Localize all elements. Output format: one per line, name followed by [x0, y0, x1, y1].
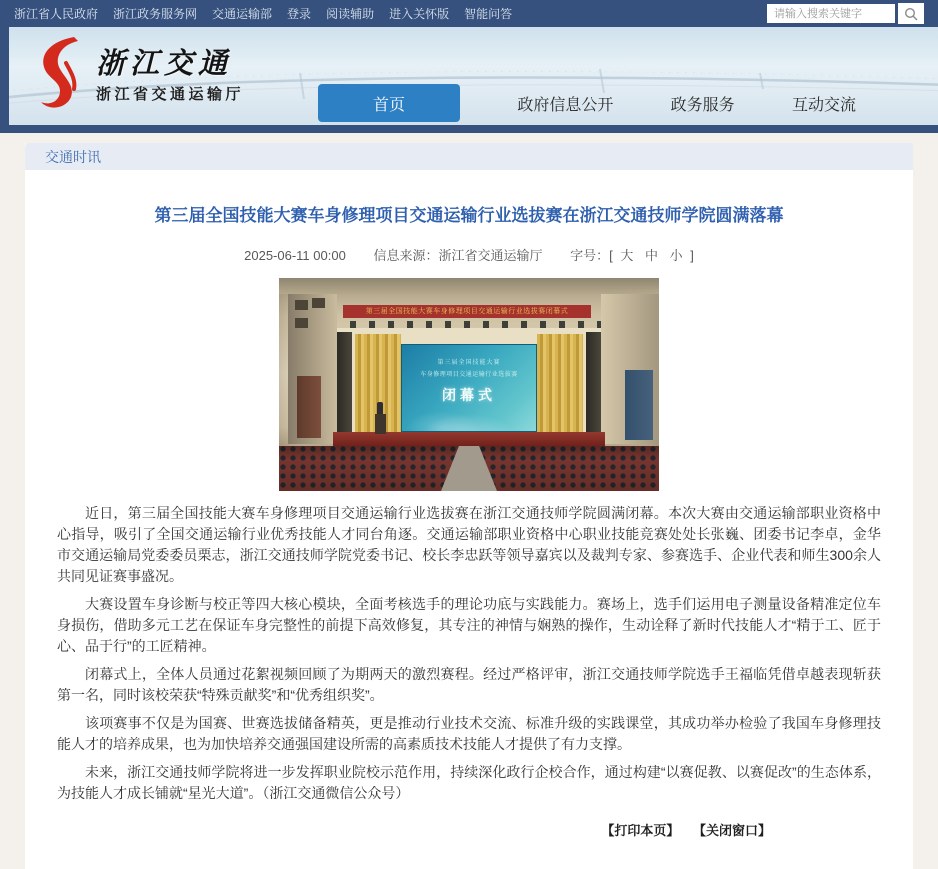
- header-left-edge: [0, 27, 9, 125]
- tab-interaction[interactable]: 互动交流: [791, 96, 856, 114]
- article-paragraph-2: 大赛设置车身诊断与校正等四大核心模块，全面考核选手的理论功底与实践能力。赛场上，选手们运用电子测量设备精准定位车身损伤，借助多元工艺在保证车身完整性的前提下高效修复，其专注的神情与娴熟的操作，生动诠释了新时代技能人才“精于工、匠于心、品于行”的工匠精神。: [57, 596, 881, 654]
- article-card: [25, 170, 913, 869]
- top-utility-bar: [0, 0, 938, 27]
- breadcrumb: [25, 143, 913, 170]
- photo-window: [312, 298, 325, 308]
- tab-gov-services[interactable]: 政务服务: [670, 96, 735, 114]
- photo-podium: [375, 414, 386, 434]
- fontsize-label-end: ]: [690, 248, 694, 263]
- topbar-link-login[interactable]: 登录: [287, 7, 312, 21]
- fontsize-small-button[interactable]: 小: [669, 248, 683, 263]
- article-paragraph-3: 闭幕式上，全体人员通过花絮视频回顾了为期两天的激烈赛程。经过严格评审，浙江交通技师学院选手王福临凭借卓越表现斩获第一名，同时该校荣获“特殊贡献奖”和“优秀组织奖”。: [57, 666, 881, 703]
- topbar-link-ministry[interactable]: 交通运输部: [212, 7, 273, 21]
- photo-left-door: [297, 376, 321, 438]
- photo-screen-line2: 车身修理项目交通运输行业选拔赛: [420, 372, 518, 378]
- topbar-link-reading-aid[interactable]: 阅读辅助: [326, 7, 375, 21]
- close-window-button[interactable]: 【关闭窗口】: [692, 823, 771, 838]
- photo-banner-text: 第三届全国技能大赛车身修理项目交通运输行业选拔赛闭幕式: [343, 305, 591, 318]
- photo-window: [295, 300, 308, 310]
- print-page-button[interactable]: 【打印本页】: [601, 823, 680, 838]
- article-paragraph-5: 未来，浙江交通技师学院将进一步发挥职业院校示范作用，持续深化政行企校合作，通过构建“以赛促教、以赛促改”的生态体系，为技能人才成长铺就“星光大道”。（浙江交通微信公众号）: [57, 764, 881, 801]
- logo-text: [96, 35, 244, 104]
- article-meta: [37, 245, 901, 264]
- logo-swoosh-icon: [36, 35, 88, 111]
- article-paragraph-4: 该项赛事不仅是为国赛、世赛选拔储备精英，更是推动行业技术交流、标准升级的实践课堂，其成功举办检验了我国车身修理技能人才的培养成果，也为加快培养交通强国建设所需的高素质技术技能人才提供了有力支撑。: [57, 715, 881, 752]
- topbar-link-smart-qa[interactable]: 智能问答: [464, 7, 513, 21]
- tab-gov-info-disclosure[interactable]: 政府信息公开: [517, 96, 614, 114]
- content-container: [25, 143, 913, 869]
- fontsize-medium-button[interactable]: 中: [644, 248, 658, 263]
- search-box: [767, 3, 924, 24]
- photo-curtain-right: [537, 334, 583, 434]
- photo-window: [295, 318, 308, 328]
- search-button[interactable]: [898, 3, 924, 24]
- photo-speaker-column: [337, 332, 352, 432]
- logo-subtitle: 浙江省交通运输厅: [96, 86, 245, 103]
- logo-title: 浙江交通: [96, 46, 233, 80]
- fontsize-large-button[interactable]: 大: [620, 248, 634, 263]
- search-input[interactable]: [767, 4, 895, 23]
- topbar-link-care-mode[interactable]: 进入关怀版: [389, 7, 450, 21]
- article-photo: [279, 278, 659, 491]
- photo-led-screen: [401, 344, 537, 432]
- site-logo[interactable]: [36, 35, 244, 111]
- fontsize-control: [570, 248, 694, 263]
- search-icon: [904, 7, 918, 21]
- article-footer: [37, 820, 901, 839]
- breadcrumb-link-traffic-news[interactable]: 交通时讯: [45, 148, 101, 165]
- article-body: [37, 503, 901, 804]
- photo-ceiling: [279, 278, 659, 294]
- photo-screen-title: 闭幕式: [442, 387, 496, 403]
- photo-screen-line1: 第三届全国技能大赛: [437, 360, 501, 366]
- photo-speaker-column: [586, 332, 601, 432]
- article-title: 第三届全国技能大赛车身修理项目交通运输行业选拔赛在浙江交通技师学院圆满落幕: [154, 206, 784, 225]
- tab-home[interactable]: 首页: [318, 84, 460, 122]
- article-source: 信息来源：浙江省交通运输厅: [373, 248, 543, 263]
- photo-stage-lights: [337, 321, 601, 328]
- main-nav: [318, 84, 856, 122]
- fontsize-label: 字号：[: [570, 248, 613, 263]
- topbar-link-provincial-gov[interactable]: 浙江省人民政府: [14, 7, 99, 21]
- photo-stage-floor: [333, 432, 605, 447]
- topbar-link-service-network[interactable]: 浙江政务服务网: [113, 7, 198, 21]
- article-date: 2025-06-11 00:00: [244, 248, 346, 263]
- photo-right-door: [625, 370, 653, 440]
- header-bottom-strip: [0, 125, 938, 133]
- article-paragraph-1: 近日，第三届全国技能大赛车身修理项目交通运输行业选拔赛在浙江交通技师学院圆满闭幕。本次大赛由交通运输部职业资格中心指导，吸引了全国交通运输行业优秀技能人才同台角逐。交通运输部职业资格中心职业技能竞赛处处长张巍、团委书记李卓，金华市交通运输局党委委员栗志，浙江交通技师学院党委书记、校长李忠跃等领导嘉宾以及裁判专家、参赛选手、企业代表和师生300余人共同见证赛事盛况。: [57, 505, 881, 584]
- site-header: [0, 27, 938, 125]
